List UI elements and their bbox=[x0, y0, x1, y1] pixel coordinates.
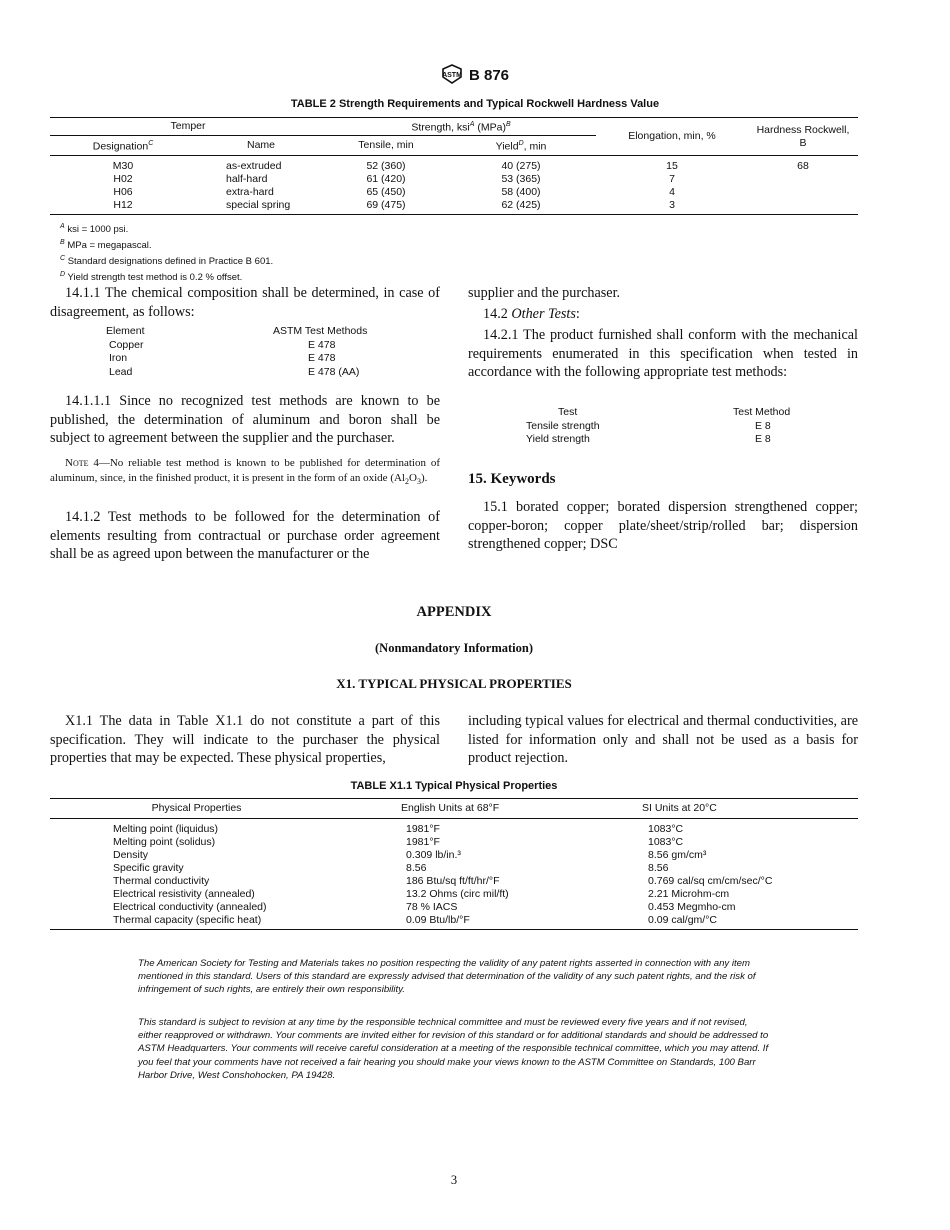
test-method-head: Test Method bbox=[733, 406, 791, 418]
tablex-head-eng: English Units at 68°F bbox=[343, 799, 590, 819]
table2-cell-yield: 58 (400) bbox=[501, 186, 541, 198]
tablex-cell-prop: Thermal capacity (specific heat) bbox=[50, 914, 343, 930]
tablex-cell-si: 8.56 gm/cm³ bbox=[648, 849, 707, 861]
tablex-caption: TABLE X1.1 Typical Physical Properties bbox=[350, 780, 558, 792]
tablex-cell-si: 0.09 cal/gm/°C bbox=[590, 914, 858, 930]
table2-cell-designation: H06 bbox=[113, 186, 133, 198]
tablex-row bbox=[50, 914, 858, 930]
tablex-cell-prop: Electrical resistivity (annealed) bbox=[113, 888, 255, 900]
designation: B 876 bbox=[468, 66, 510, 84]
legal-patent: The American Society for Testing and Materials takes no position respecting the validity of any patent rights asserted in connection with any item mentioned in this standard. Users of this standard are expressly advised that determination of the validity of any such patent rights, and the risk of infringement of such rights, are entirely their own responsibility. bbox=[138, 958, 756, 996]
keywords-heading: 15. Keywords bbox=[468, 471, 556, 487]
tablex-row bbox=[50, 901, 858, 914]
table2-row bbox=[50, 199, 858, 215]
test-row bbox=[526, 420, 826, 434]
table2-cell-yield: 62 (425) bbox=[446, 199, 596, 215]
head-name: Name bbox=[196, 136, 326, 156]
footnote: $^D$ Yield strength test method is 0.2 % offset. bbox=[60, 271, 243, 284]
footnote: $^C$ Standard designations defined in Practice B 601. bbox=[60, 255, 274, 268]
footnote: $^B$ MPa = megapascal. bbox=[60, 239, 152, 252]
element-method: E 478 bbox=[308, 338, 336, 351]
element-head: Element bbox=[106, 325, 145, 337]
head-hardness: Hardness Rockwell, B bbox=[748, 118, 858, 156]
tablex-cell-si: 8.56 bbox=[648, 862, 669, 874]
element-method: E 478 (AA) bbox=[308, 365, 360, 378]
table2-row bbox=[50, 186, 858, 199]
left-column bbox=[50, 284, 440, 321]
para-14-2-1: 14.2.1 The product furnished shall conform with the mechanical requirements enumerated in this specification when tested in accordance with the following appropriate test methods: bbox=[468, 327, 858, 380]
tablex-cell-eng: 1981°F bbox=[406, 823, 440, 835]
legal-revision: This standard is subject to revision at any time by the responsible technical committee and must be reviewed every five years and if not revised, either reapproved or withdrawn. Your comments are invited either for revision of this standard or for additional standards and should be addressed to ASTM Headquarters. Your comments will receive careful consideration at a meeting of the responsible technical committee, which you may attend. If you feel that your comments have not received a fair hearing you should make your views known to the ASTM Committee on Standards, 100 Barr Harbor Drive, West Conshohocken, PA 19428. bbox=[138, 1017, 769, 1081]
tablex-cell-eng: 0.309 lb/in.³ bbox=[406, 849, 461, 861]
table2-row bbox=[50, 156, 858, 174]
test-name: Yield strength bbox=[526, 433, 590, 445]
table2-cell-hardness bbox=[748, 199, 858, 215]
test-list bbox=[526, 406, 826, 447]
table2 bbox=[50, 117, 858, 215]
table2-caption: TABLE 2 Strength Requirements and Typical Rockwell Hardness Value bbox=[290, 98, 660, 110]
tablex-head-prop: Physical Properties bbox=[50, 799, 343, 819]
table2-cell-elongation: 7 bbox=[669, 173, 675, 185]
tablex-cell-prop: Thermal conductivity bbox=[113, 875, 210, 887]
page-number: 3 bbox=[450, 1173, 458, 1187]
test-name: Tensile strength bbox=[526, 419, 600, 432]
head-elongation: Elongation, min, % bbox=[596, 118, 748, 156]
footnote: $^A$ ksi = 1000 psi. bbox=[60, 223, 129, 236]
tablex-cell-prop: Specific gravity bbox=[113, 862, 184, 874]
tablex-head-si: SI Units at 20°C bbox=[590, 799, 858, 819]
para-15-1: 15.1 borated copper; borated dispersion strengthened copper; copper-boron; copper plate/sheet/strip/rolled bar; dispersion strengthened copper; DSC bbox=[468, 499, 858, 552]
element-method: E 478 bbox=[308, 352, 336, 364]
table2-cell-hardness bbox=[748, 186, 858, 199]
tablex-cell-si: 2.21 Microhm-cm bbox=[648, 888, 730, 900]
element-row bbox=[106, 339, 367, 353]
test-method: E 8 bbox=[755, 433, 771, 445]
table2-cell-name: as-extruded bbox=[226, 160, 282, 172]
tablex-cell-prop: Melting point (solidus) bbox=[113, 836, 216, 848]
table2-cell-designation: H12 bbox=[50, 199, 196, 215]
appendix-left bbox=[50, 712, 440, 768]
tablex-cell-si: 0.769 cal/sq cm/cm/sec/°C bbox=[648, 875, 773, 887]
para-x1-1-cont: including typical values for electrical and thermal conductivities, are listed for information only and shall not be used as a basis for product rejection. bbox=[468, 713, 858, 766]
para-14-2: 14.2 Other Tests: bbox=[483, 305, 580, 322]
table2-cell-elongation: 15 bbox=[666, 160, 678, 172]
element-row bbox=[106, 366, 367, 380]
tablex-cell-eng: 78 % IACS bbox=[406, 901, 458, 913]
element-name: Copper bbox=[109, 338, 144, 351]
test-method: E 8 bbox=[755, 419, 771, 432]
table2-cell-tensile: 61 (420) bbox=[366, 173, 406, 185]
tablex-cell-eng: 186 Btu/sq ft/ft/hr/°F bbox=[406, 875, 500, 887]
element-list bbox=[106, 325, 367, 379]
table2-cell-designation: H02 bbox=[113, 173, 133, 185]
tablex-row bbox=[50, 836, 858, 849]
left-column-2 bbox=[50, 392, 440, 448]
tablex bbox=[50, 798, 858, 930]
element-name: Lead bbox=[109, 365, 133, 378]
para-14-1-1-1: 14.1.1.1 Since no recognized test methods are known to be published, the determination of aluminum and boron shall be subject to agreement between the supplier and the purchaser. bbox=[50, 393, 440, 446]
tablex-row bbox=[50, 875, 858, 888]
para-continued: supplier and the purchaser. bbox=[468, 285, 621, 301]
page-header bbox=[0, 64, 950, 88]
table2-cell-tensile: 52 (360) bbox=[366, 160, 406, 172]
tablex-row bbox=[50, 888, 858, 901]
head-temper: Temper bbox=[50, 118, 326, 136]
appendix-title: APPENDIX bbox=[416, 604, 492, 620]
head-designation: Designation$^C$ bbox=[50, 136, 196, 156]
tablex-cell-eng: 0.09 Btu/lb/°F bbox=[343, 914, 590, 930]
tablex-cell-eng: 8.56 bbox=[406, 862, 427, 874]
head-strength: Strength, ksi$^A$ (MPa)$^B$ bbox=[326, 118, 596, 136]
tablex-cell-si: 1083°C bbox=[648, 836, 684, 848]
table2-cell-name: half-hard bbox=[226, 173, 268, 185]
head-tensile: Tensile, min bbox=[326, 136, 446, 156]
table2-cell-designation: M30 bbox=[112, 160, 134, 172]
table2-cell-elongation: 3 bbox=[596, 199, 748, 215]
tablex-cell-si: 0.453 Megmho-cm bbox=[648, 901, 736, 913]
table2-row bbox=[50, 173, 858, 186]
test-head: Test bbox=[558, 406, 578, 418]
note-4: Note 4—No reliable test method is known to be published for determination of aluminum, since, in the finished product, it is present in the form of an oxide $(Al_2O_3)$. bbox=[50, 457, 440, 487]
table2-cell-name: special spring bbox=[196, 199, 326, 215]
appendix-right bbox=[468, 712, 858, 768]
tablex-row bbox=[50, 862, 858, 875]
astm-logo-text: ASTM bbox=[442, 72, 462, 79]
test-row bbox=[526, 433, 826, 447]
right-column bbox=[468, 284, 858, 382]
table2-footnotes bbox=[60, 220, 273, 285]
tablex-cell-si: 1083°C bbox=[648, 823, 684, 835]
para-14-1-2: 14.1.2 Test methods to be followed for the determination of elements resulting from contractual or purchase order agreement shall be as agreed upon between the manufacturer or the bbox=[50, 509, 440, 562]
table2-cell-yield: 53 (365) bbox=[501, 173, 541, 185]
keywords bbox=[468, 498, 858, 554]
test-list-head bbox=[526, 406, 826, 420]
tablex-cell-prop: Melting point (liquidus) bbox=[113, 823, 219, 835]
table2-cell-hardness: 68 bbox=[797, 160, 809, 172]
table2-cell-yield: 40 (275) bbox=[501, 160, 541, 172]
table2-cell-elongation: 4 bbox=[669, 186, 675, 198]
tablex-cell-eng: 13.2 Ohms (circ mil/ft) bbox=[406, 888, 509, 900]
astm-logo bbox=[441, 64, 463, 88]
para-14-1-1: 14.1.1 The chemical composition shall be determined, in case of disagreement, as follows: bbox=[50, 285, 440, 320]
tablex-cell-prop: Electrical conductivity (annealed) bbox=[113, 901, 267, 913]
appendix-subtitle: (Nonmandatory Information) bbox=[375, 641, 533, 655]
tablex-row bbox=[50, 849, 858, 862]
element-name: Iron bbox=[109, 352, 128, 364]
method-head: ASTM Test Methods bbox=[273, 325, 368, 337]
element-list-head bbox=[106, 325, 367, 339]
appendix-section: X1. TYPICAL PHYSICAL PROPERTIES bbox=[336, 676, 572, 691]
table2-cell-name: extra-hard bbox=[226, 186, 274, 198]
head-yield: Yield$^D$, min bbox=[446, 136, 596, 156]
table2-cell-tensile: 65 (450) bbox=[366, 186, 406, 198]
element-row bbox=[106, 352, 367, 366]
tablex-row bbox=[50, 819, 858, 837]
tablex-cell-prop: Density bbox=[113, 849, 149, 861]
tablex-cell-eng: 1981°F bbox=[406, 836, 440, 848]
left-column-3 bbox=[50, 508, 440, 564]
para-x1-1: X1.1 The data in Table X1.1 do not constitute a part of this specification. They will indicate to the purchaser the physical properties that may be expected. These physical properties, bbox=[50, 713, 440, 766]
table2-cell-hardness bbox=[748, 173, 858, 186]
table2-cell-tensile: 69 (475) bbox=[326, 199, 446, 215]
